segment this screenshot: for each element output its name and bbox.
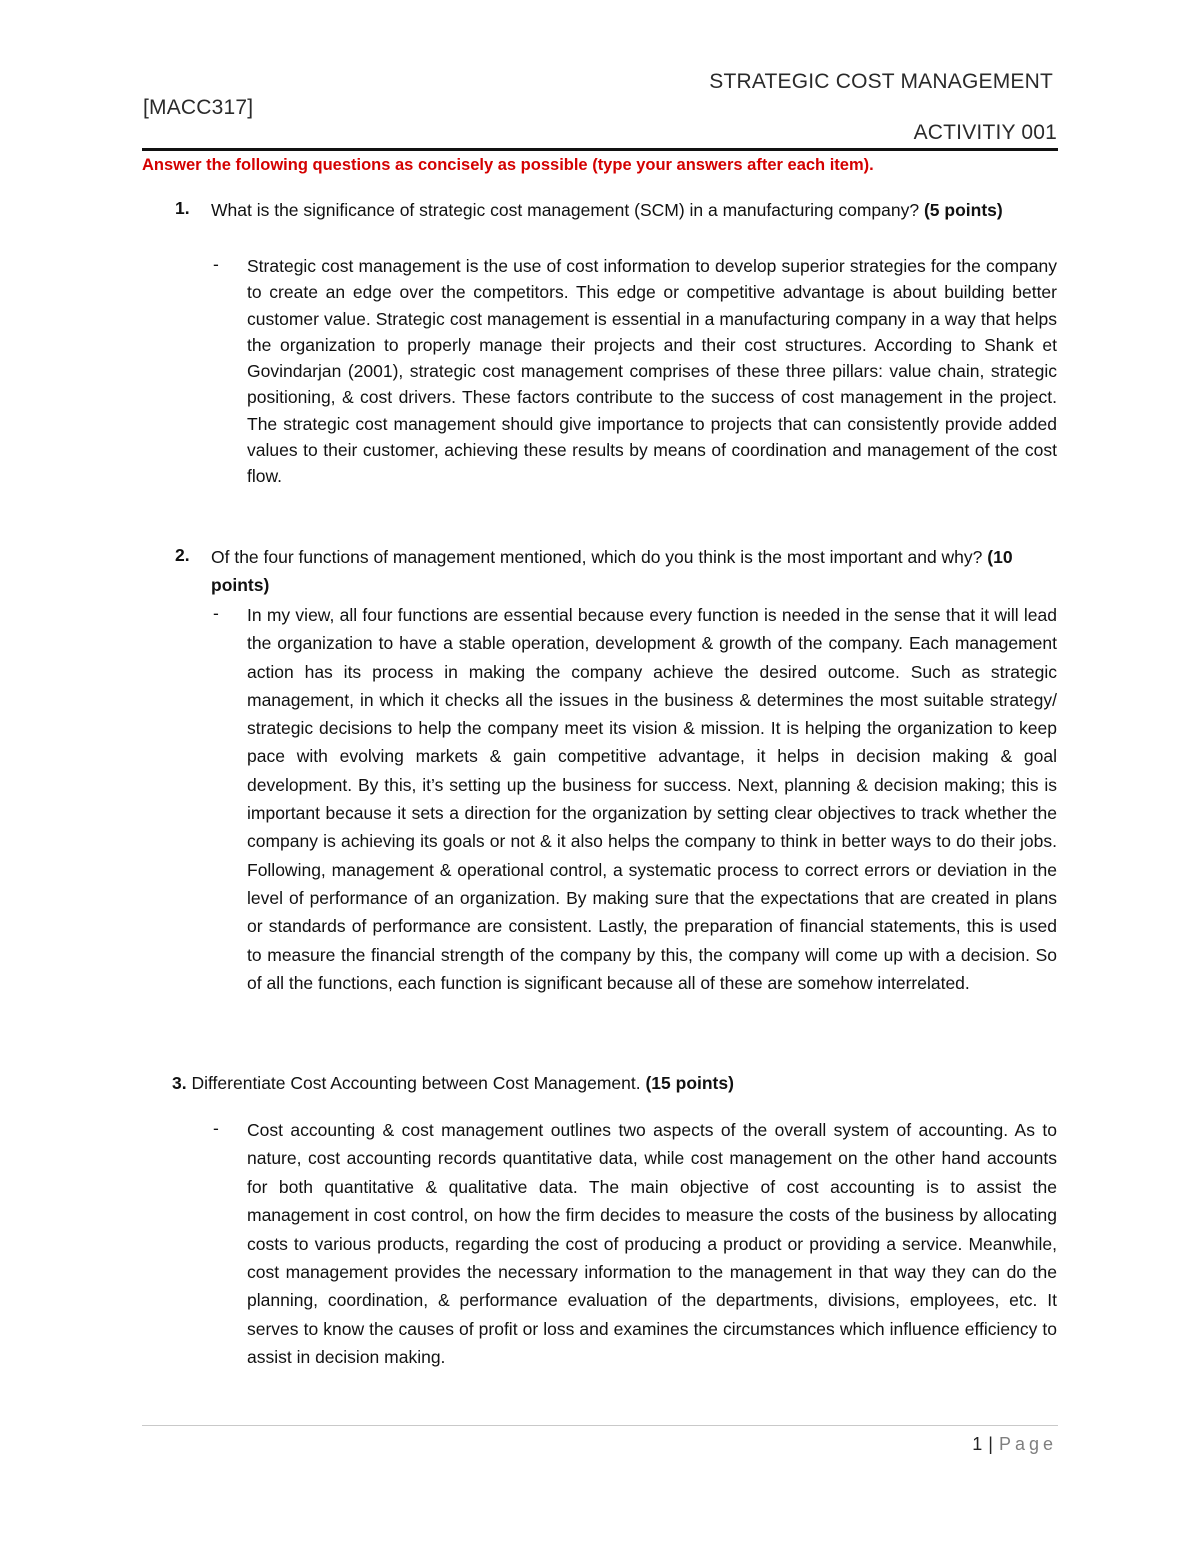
page-label: Page (998, 1434, 1057, 1454)
page-separator: | (988, 1434, 993, 1454)
answer-3-bullet: - (213, 1118, 219, 1138)
question-3-prompt (172, 1073, 734, 1094)
answer-3: Cost accounting & cost management outlines two aspects of the overall system of accounting. As to nature, cost accounting records quantitative data, while cost management on the other hand accounts for both quantitative & qualitative data. The main objective of cost accounting is to assist the management in cost control, on how the firm decides to measure the costs of the business by allocating costs to various products, regarding the cost of producing a product or providing a service. Meanwhile, cost management provides the necessary information to the management in that way they can do the planning, coordination, & performance evaluation of the departments, divisions, employees, etc. It serves to know the causes of profit or loss and examines the circumstances which influence efficiency to assist in decision making. (247, 1120, 1057, 1368)
instruction-text: Answer the following questions as concisely as possible (type your answers after each item). (142, 156, 874, 174)
answer-2: In my view, all four functions are essential because every function is needed in the sense that it will lead the organization to have a stable operation, development & growth of the company. Each management action has its process in making the company achieve the desired outcome. Such as strategic management, in which it checks all the issues in the business & determines the most suitable strategy/ strategic decisions to help the company meet its vision & mission. It is helping the organization to keep pace with evolving markets & gain competitive advantage, it helps in decision making & goal development. By this, it’s setting up the business for success. Next, planning & decision making; this is important because it sets a direction for the organization by setting clear objectives to track whether the company is achieving its goals or not & it also helps the company to think in better ways to do their jobs. Following, management & operational control, a systematic process to correct errors or deviation in the level of performance of an organization. By making sure that the expectations that are created in plans or standards of performance are consistent. Lastly, the preparation of financial statements, this is used to measure the financial strength of the company by this, the company will come up with a decision. So of all the functions, each function is significant because all of these are somehow interrelated. (247, 605, 1057, 993)
question-2-number: 2. (175, 545, 190, 565)
question-3-text: Differentiate Cost Accounting between Cost Management. (191, 1073, 641, 1093)
question-1-text: What is the significance of strategic cost management (SCM) in a manufacturing company? (211, 200, 920, 220)
header-divider (142, 148, 1058, 151)
page-number: 1 (972, 1434, 983, 1454)
question-2-text: Of the four functions of management mentioned, which do you think is the most important and why? (211, 547, 983, 567)
answer-2-bullet: - (213, 603, 219, 623)
question-1-number: 1. (175, 198, 190, 218)
footer-divider (142, 1425, 1058, 1426)
question-3-points: (15 points) (645, 1073, 734, 1093)
question-1-points: (5 points) (923, 200, 1003, 220)
question-1-prompt (211, 196, 1058, 224)
course-code: [MACC317] (143, 96, 254, 119)
answer-1-bullet: - (213, 254, 219, 274)
question-2-points: (10 points) (211, 547, 1013, 595)
question-2-prompt (211, 543, 1058, 599)
page-footer (972, 1434, 1057, 1455)
course-title: STRATEGIC COST MANAGEMENT (709, 70, 1053, 93)
answer-1: Strategic cost management is the use of cost information to develop superior strategies for the company to create an edge over the competitors. This edge or competitive advantage is about building better customer value. Strategic cost management is essential in a manufacturing company in a way that helps the organization to properly manage their projects and their cost structures. According to Shank et Govindarjan (2001), strategic cost management comprises of these three pillars: value chain, strategic positioning, & cost drivers. These factors contribute to the success of cost management in the project. The strategic cost management should give importance to projects that can consistently provide added values to their customer, achieving these results by means of coordination and management of the cost flow. (247, 256, 1057, 487)
question-3-number: 3. (172, 1073, 187, 1093)
activity-label: ACTIVITIY 001 (913, 121, 1057, 144)
